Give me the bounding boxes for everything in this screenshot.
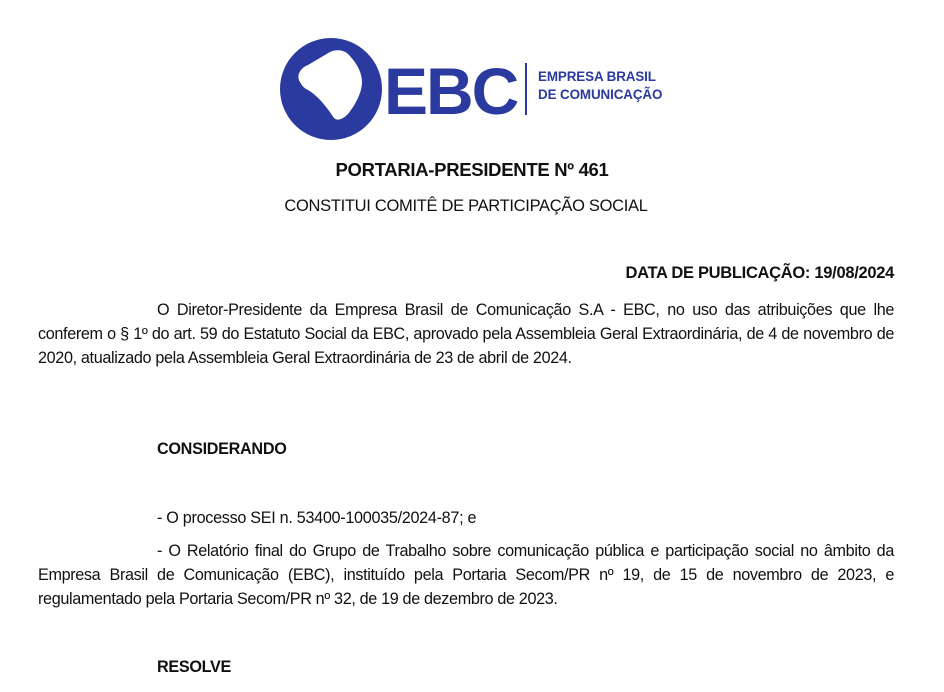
- document-subtitle: CONSTITUI COMITÊ DE PARTICIPAÇÃO SOCIAL: [284, 197, 648, 215]
- preamble-paragraph: [38, 298, 894, 370]
- considerando-item-text: - O Relatório final do Grupo de Trabalho sobre comunicação pública e participação social no âmbito da Empresa Brasil de Comunicação (EBC), instituído pela Portaria Secom/PR nº 19, de 15 de novembro de 2023, e regulamentado pela Portaria Secom/PR nº 32, de 19 de dezembro de 2023.: [38, 542, 894, 608]
- logo-divider: [525, 63, 527, 115]
- publication-date: DATA DE PUBLICAÇÃO: 19/08/2024: [625, 264, 894, 282]
- considerando-item: - O processo SEI n. 53400-100035/2024-87; e: [157, 509, 477, 527]
- logo-tagline: [538, 68, 662, 104]
- considerando-heading: CONSIDERANDO: [157, 440, 287, 458]
- resolve-heading: RESOLVE: [157, 658, 232, 676]
- tagline-line-2: DE COMUNICAÇÃO: [538, 87, 663, 102]
- considerando-item: [38, 539, 894, 611]
- brand-wordmark: EBC: [384, 54, 518, 128]
- document-title: PORTARIA-PRESIDENTE Nº 461: [335, 159, 609, 180]
- ebc-logo: [278, 38, 668, 142]
- preamble-text: O Diretor-Presidente da Empresa Brasil de Comunicação S.A - EBC, no uso das atribuições que lhe conferem o § 1º do art. 59 do Estatuto Social da EBC, aprovado pela Assembleia Geral Extraordinária, de 4 de novembro de 2020, atualizado pela Assembleia Geral Extraordinária de 23 de abril de 2024.: [38, 301, 894, 367]
- tagline-line-1: EMPRESA BRASIL: [538, 69, 656, 84]
